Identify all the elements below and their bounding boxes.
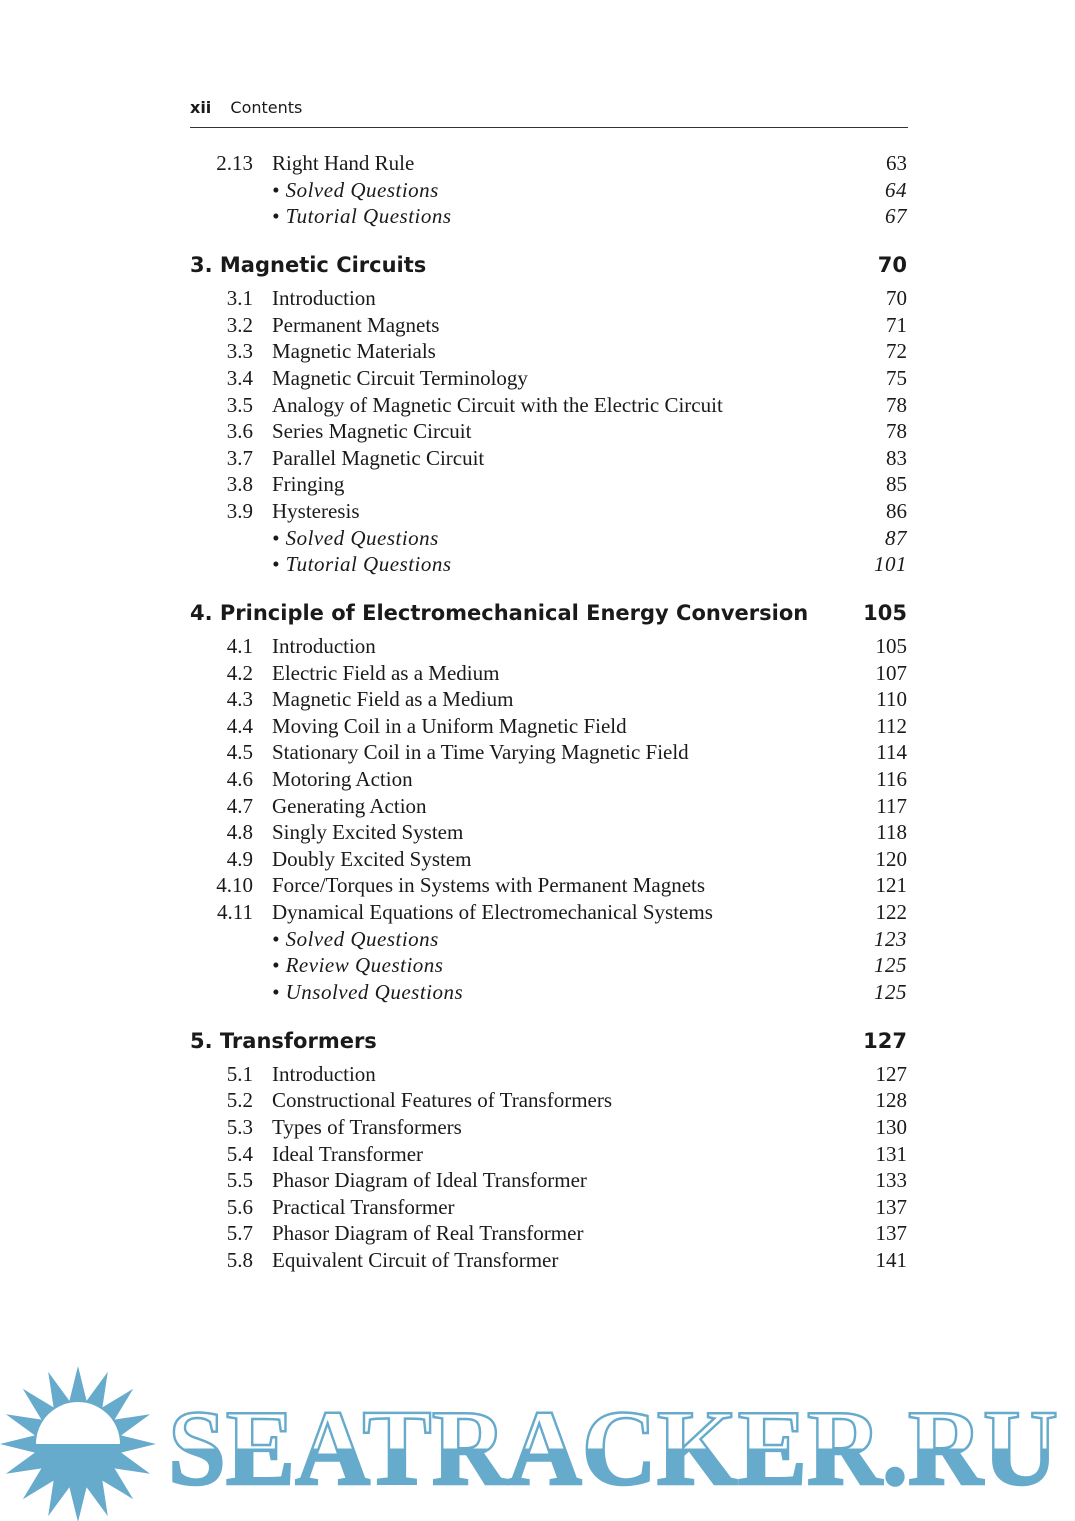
entry-title: Series Magnetic Circuit [272, 419, 472, 444]
section-entry [190, 1061, 907, 1088]
section-entry [190, 418, 907, 445]
entry-page: 78 [886, 419, 907, 444]
section-number: 4.4 [226, 713, 253, 738]
section-entry [190, 1194, 907, 1221]
section-entry [190, 1114, 907, 1141]
entry-page: 112 [876, 713, 907, 738]
entry-page: 137 [875, 1221, 907, 1246]
entry-page: 114 [876, 740, 907, 765]
section-entry [190, 713, 907, 740]
entry-page: 87 [885, 525, 907, 550]
subsection-entry [190, 525, 907, 552]
entry-title: Magnetic Circuit Terminology [272, 365, 528, 390]
section-entry [190, 365, 907, 392]
section-number: 3.2 [226, 312, 253, 337]
section-number: 4.10 [216, 873, 253, 898]
entry-page: 116 [876, 767, 907, 792]
section-entry [190, 633, 907, 660]
section-number: 4.9 [226, 846, 253, 871]
entry-title: • Unsolved Questions [272, 979, 464, 1004]
section-entry [190, 872, 907, 899]
section-number: 3.5 [226, 392, 253, 417]
entry-title: Fringing [272, 472, 345, 497]
entry-title: • Tutorial Questions [272, 552, 452, 577]
watermark-text: SEATRACKER.RU [168, 1389, 1058, 1508]
section-number: 5.6 [226, 1194, 253, 1219]
entry-title: 5. Transformers [190, 1028, 377, 1053]
chapter-entry [190, 600, 907, 627]
entry-page: 141 [875, 1247, 907, 1272]
page-number: xii [190, 98, 212, 117]
section-number: 3.6 [226, 419, 253, 444]
entry-title: Introduction [272, 634, 376, 659]
section-number: 5.3 [226, 1114, 253, 1139]
entry-page: 127 [875, 1061, 907, 1086]
section-number: 4.3 [226, 687, 253, 712]
chapter-entry [190, 1028, 907, 1055]
entry-page: 71 [886, 312, 907, 337]
table-of-contents [190, 150, 907, 1274]
entry-title: • Solved Questions [272, 525, 439, 550]
entry-page: 78 [886, 392, 907, 417]
entry-title: Moving Coil in a Uniform Magnetic Field [272, 713, 627, 738]
section-number: 5.2 [226, 1088, 253, 1113]
entry-title: • Solved Questions [272, 926, 439, 951]
section-entry [190, 686, 907, 713]
section-entry [190, 392, 907, 419]
entry-title: Parallel Magnetic Circuit [272, 445, 485, 470]
section-entry [190, 1247, 907, 1274]
subsection-entry [190, 203, 907, 230]
entry-page: 137 [875, 1194, 907, 1219]
section-entry [190, 285, 907, 312]
entry-title: Introduction [272, 1061, 376, 1086]
entry-page: 121 [875, 873, 907, 898]
entry-title: Right Hand Rule [272, 151, 415, 175]
entry-title: Hysteresis [272, 498, 360, 523]
entry-page: 118 [876, 820, 907, 845]
entry-title: Practical Transformer [272, 1194, 455, 1219]
section-number: 4.6 [226, 767, 253, 792]
section-entry [190, 1220, 907, 1247]
section-number: 5.1 [226, 1061, 253, 1086]
section-entry [190, 150, 907, 177]
header-title: Contents [230, 98, 303, 117]
entry-page: 72 [886, 339, 907, 364]
entry-page: 128 [875, 1088, 907, 1113]
entry-title: Doubly Excited System [272, 846, 472, 871]
subsection-entry [190, 551, 907, 578]
section-number: 4.1 [226, 634, 253, 659]
entry-title: Analogy of Magnetic Circuit with the Electric Circuit [272, 392, 723, 417]
entry-page: 105 [875, 634, 907, 659]
entry-page: 117 [876, 793, 907, 818]
section-entry [190, 766, 907, 793]
running-header [190, 98, 908, 128]
section-entry [190, 793, 907, 820]
entry-page: 107 [875, 660, 907, 685]
entry-title: Ideal Transformer [272, 1141, 424, 1166]
entry-title: Electric Field as a Medium [272, 660, 500, 685]
entry-title: Singly Excited System [272, 820, 464, 845]
entry-title: Phasor Diagram of Ideal Transformer [272, 1168, 587, 1193]
section-number: 3.4 [226, 365, 253, 390]
section-number: 4.11 [217, 900, 253, 924]
section-entry [190, 819, 907, 846]
section-number: 4.2 [226, 660, 253, 685]
section-number: 3.8 [226, 472, 253, 497]
section-number: 3.3 [226, 339, 253, 364]
entry-page: 85 [886, 472, 907, 497]
section-number: 3.7 [226, 445, 253, 470]
entry-title: Magnetic Field as a Medium [272, 687, 514, 712]
section-number: 2.13 [216, 151, 253, 175]
entry-title: Constructional Features of Transformers [272, 1088, 613, 1113]
subsection-entry [190, 177, 907, 204]
entry-page: 105 [863, 601, 907, 626]
section-entry [190, 338, 907, 365]
entry-page: 125 [874, 953, 907, 978]
section-number: 5.4 [226, 1141, 253, 1166]
entry-page: 70 [877, 253, 907, 278]
entry-title: • Review Questions [272, 953, 444, 978]
entry-title: • Solved Questions [272, 177, 439, 202]
section-entry [190, 846, 907, 873]
chapter-entry [190, 252, 907, 279]
section-entry [190, 498, 907, 525]
entry-page: 130 [875, 1114, 907, 1139]
subsection-entry [190, 926, 907, 953]
section-entry [190, 739, 907, 766]
section-number: 3.1 [226, 286, 253, 311]
entry-title: 3. Magnetic Circuits [190, 253, 427, 278]
entry-page: 123 [874, 926, 907, 951]
section-entry [190, 1087, 907, 1114]
entry-page: 131 [875, 1141, 907, 1166]
subsection-entry [190, 952, 907, 979]
entry-title: • Tutorial Questions [272, 204, 452, 229]
entry-page: 133 [875, 1168, 907, 1193]
sun-icon [0, 1366, 156, 1521]
entry-title: Phasor Diagram of Real Transformer [272, 1221, 584, 1246]
entry-title: Stationary Coil in a Time Varying Magnetic Field [272, 740, 689, 765]
entry-title: Force/Torques in Systems with Permanent Magnets [272, 873, 706, 898]
section-number: 4.5 [226, 740, 253, 765]
section-number: 5.8 [226, 1247, 253, 1272]
entry-title: Types of Transformers [272, 1114, 462, 1139]
section-entry [190, 1167, 907, 1194]
entry-page: 70 [886, 286, 907, 311]
section-number: 5.5 [226, 1168, 253, 1193]
section-number: 5.7 [226, 1221, 253, 1246]
section-number: 4.8 [226, 820, 253, 845]
entry-page: 122 [875, 900, 907, 924]
entry-title: Dynamical Equations of Electromechanical Systems [272, 900, 713, 924]
entry-title: Permanent Magnets [272, 312, 440, 337]
section-entry [190, 445, 907, 472]
entry-title: Motoring Action [272, 767, 413, 792]
entry-page: 75 [886, 365, 907, 390]
watermark-logo [0, 1362, 1075, 1521]
entry-title: Introduction [272, 286, 376, 311]
section-entry [190, 899, 907, 926]
section-entry [190, 471, 907, 498]
entry-title: Magnetic Materials [272, 339, 436, 364]
entry-page: 110 [876, 687, 907, 712]
entry-page: 64 [885, 177, 907, 202]
entry-title: Generating Action [272, 793, 427, 818]
entry-title: Equivalent Circuit of Transformer [272, 1247, 559, 1272]
entry-title: 4. Principle of Electromechanical Energy Conversion [190, 601, 809, 626]
entry-page: 86 [886, 498, 907, 523]
section-number: 4.7 [226, 793, 253, 818]
subsection-entry [190, 979, 907, 1006]
section-entry [190, 660, 907, 687]
section-number: 3.9 [226, 498, 253, 523]
entry-page: 125 [874, 979, 907, 1004]
entry-page: 83 [886, 445, 907, 470]
entry-page: 63 [886, 151, 907, 175]
entry-page: 67 [885, 204, 907, 229]
entry-page: 101 [874, 552, 907, 577]
entry-page: 120 [875, 846, 907, 871]
section-entry [190, 312, 907, 339]
section-entry [190, 1141, 907, 1168]
entry-page: 127 [863, 1028, 907, 1053]
